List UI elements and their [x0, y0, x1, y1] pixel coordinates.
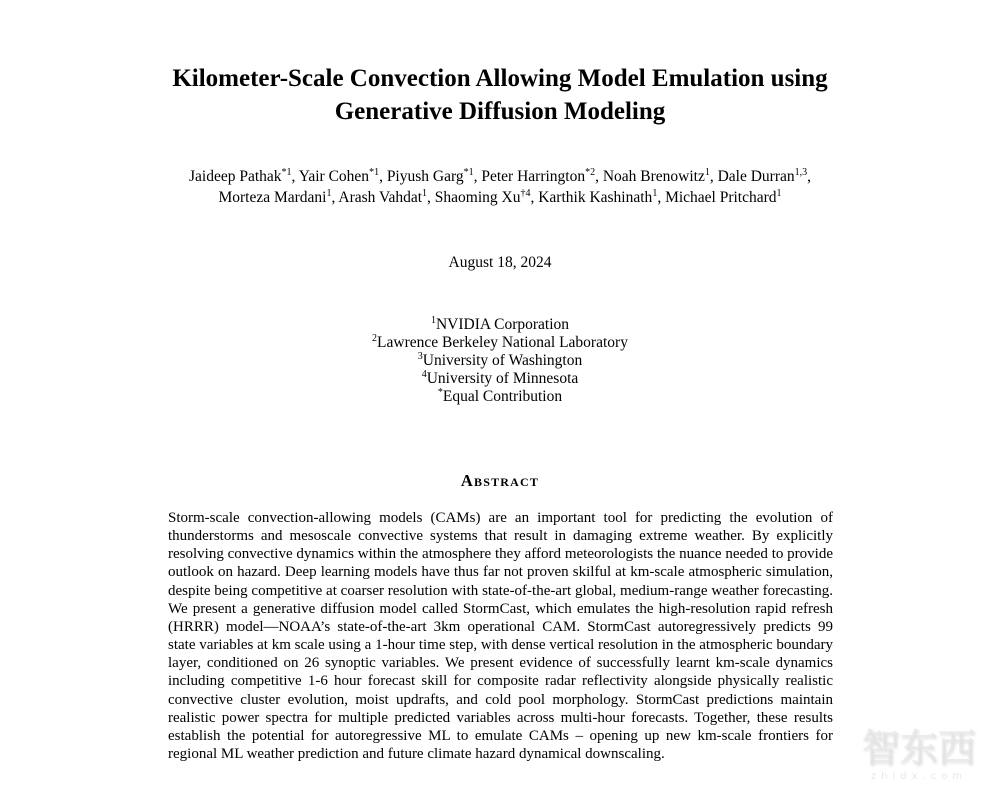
affiliation-superscript: *	[437, 387, 443, 398]
author-name: Peter Harrington	[481, 168, 586, 185]
author-affiliation-superscript: 1	[776, 188, 782, 199]
affiliation-text: University of Washington	[422, 352, 583, 369]
abstract-heading: Abstract	[460, 471, 540, 490]
watermark	[844, 727, 994, 782]
author-affiliation-superscript: 1,3	[794, 167, 808, 178]
author-name: Yair Cohen	[298, 168, 370, 185]
author-name: Arash Vahdat	[338, 189, 423, 206]
author-affiliation-superscript: †4	[520, 188, 531, 199]
paper-title-line2: Generative Diffusion Modeling	[334, 98, 666, 125]
affiliation-text: Lawrence Berkeley National Laboratory	[377, 334, 628, 351]
author-name: Piyush Garg	[386, 168, 464, 185]
affiliation-superscript: 3	[417, 351, 423, 362]
paper-title	[0, 62, 1000, 128]
author-name: Karthik Kashinath	[538, 189, 653, 206]
author-name: Michael Pritchard	[665, 189, 777, 206]
author-affiliation-superscript: 1	[422, 188, 428, 199]
author-line-1: Jaideep Pathak$^{*1}$, Yair Cohen$^{*1}$, Piyush Garg$^{*1}$, Peter Harrington$^{*2}$, Noah Brenowitz$^1$, Dale Durran$^{1,3}$,	[188, 167, 812, 185]
author-name: Dale Durran	[717, 168, 795, 185]
affiliation-line	[0, 316, 1000, 334]
affiliation-line	[0, 352, 1000, 370]
affiliation-line	[0, 370, 1000, 388]
author-affiliation-superscript: 1	[326, 188, 332, 199]
paper-date: August 18, 2024	[448, 254, 552, 271]
paper-title-line1: Kilometer-Scale Convection Allowing Model Emulation using	[172, 65, 828, 92]
affiliation-line	[0, 334, 1000, 352]
affiliation-line	[0, 388, 1000, 406]
author-affiliation-superscript: *1	[369, 167, 380, 178]
affiliation-superscript: 2	[372, 333, 378, 344]
author-list	[0, 166, 1000, 208]
affiliation-text: Equal Contribution	[442, 388, 563, 405]
abstract-body: Storm-scale convection-allowing models (CAMs) are an important tool for predicting the evolution of thunderstorms and mesoscale convective systems that result in damaging extreme weather. By explicitly resolving convective dynamics within the atmosphere they afford meteorologists the nuance needed to provide outlook on hazard. Deep learning models have thus far not proven skilful at km-scale atmospheric simulation, despite being competitive at coarser resolution with state-of-the-art global, medium-range weather forecasting. We present a generative diffusion model called StormCast, which emulates the high-resolution rapid refresh (HRRR) model—NOAA’s state-of-the-art 3km operational CAM. StormCast autoregressively predicts 99 state variables at km scale using a 1-hour time step, with dense vertical resolution in the atmospheric boundary layer, conditioned on 26 synoptic variables. We present evidence of successfully learnt km-scale dynamics including competitive 1-6 hour forecast skill for composite radar reflectivity alongside physically realistic convective cluster evolution, moist updrafts, and cold pool morphology. StormCast predictions maintain realistic power spectra for multiple predicted variables across multi-hour forecasts. Together, these results establish the potential for autoregressive ML to emulate CAMs – opening up new km-scale frontiers for regional ML weather prediction and future climate hazard dynamical downscaling.	[168, 510, 833, 763]
affiliation-superscript: 1	[430, 315, 436, 326]
author-affiliation-superscript: 1	[652, 188, 658, 199]
author-line-2: Morteza Mardani$^1$, Arash Vahdat$^1$, Shaoming Xu$^{\dagger 4}$, Karthik Kashinath$^1$, Michael Pritchard$^1$	[218, 188, 782, 206]
author-affiliation-superscript: *2	[585, 167, 596, 178]
author-name: Shaoming Xu	[434, 189, 521, 206]
watermark-url-text: zhidx.com	[870, 771, 968, 782]
affiliation-text: University of Minnesota	[426, 370, 579, 387]
author-name: Morteza Mardani	[218, 189, 327, 206]
author-affiliation-superscript: 1	[704, 167, 710, 178]
author-affiliation-superscript: *1	[463, 167, 474, 178]
author-name: Noah Brenowitz	[602, 168, 705, 185]
affiliation-list	[0, 316, 1000, 406]
affiliation-superscript: 4	[421, 369, 427, 380]
affiliation-text: NVIDIA Corporation	[435, 316, 570, 333]
author-affiliation-superscript: *1	[281, 167, 292, 178]
author-name: Jaideep Pathak	[188, 168, 282, 185]
watermark-logo-text: 智东西	[861, 726, 976, 770]
